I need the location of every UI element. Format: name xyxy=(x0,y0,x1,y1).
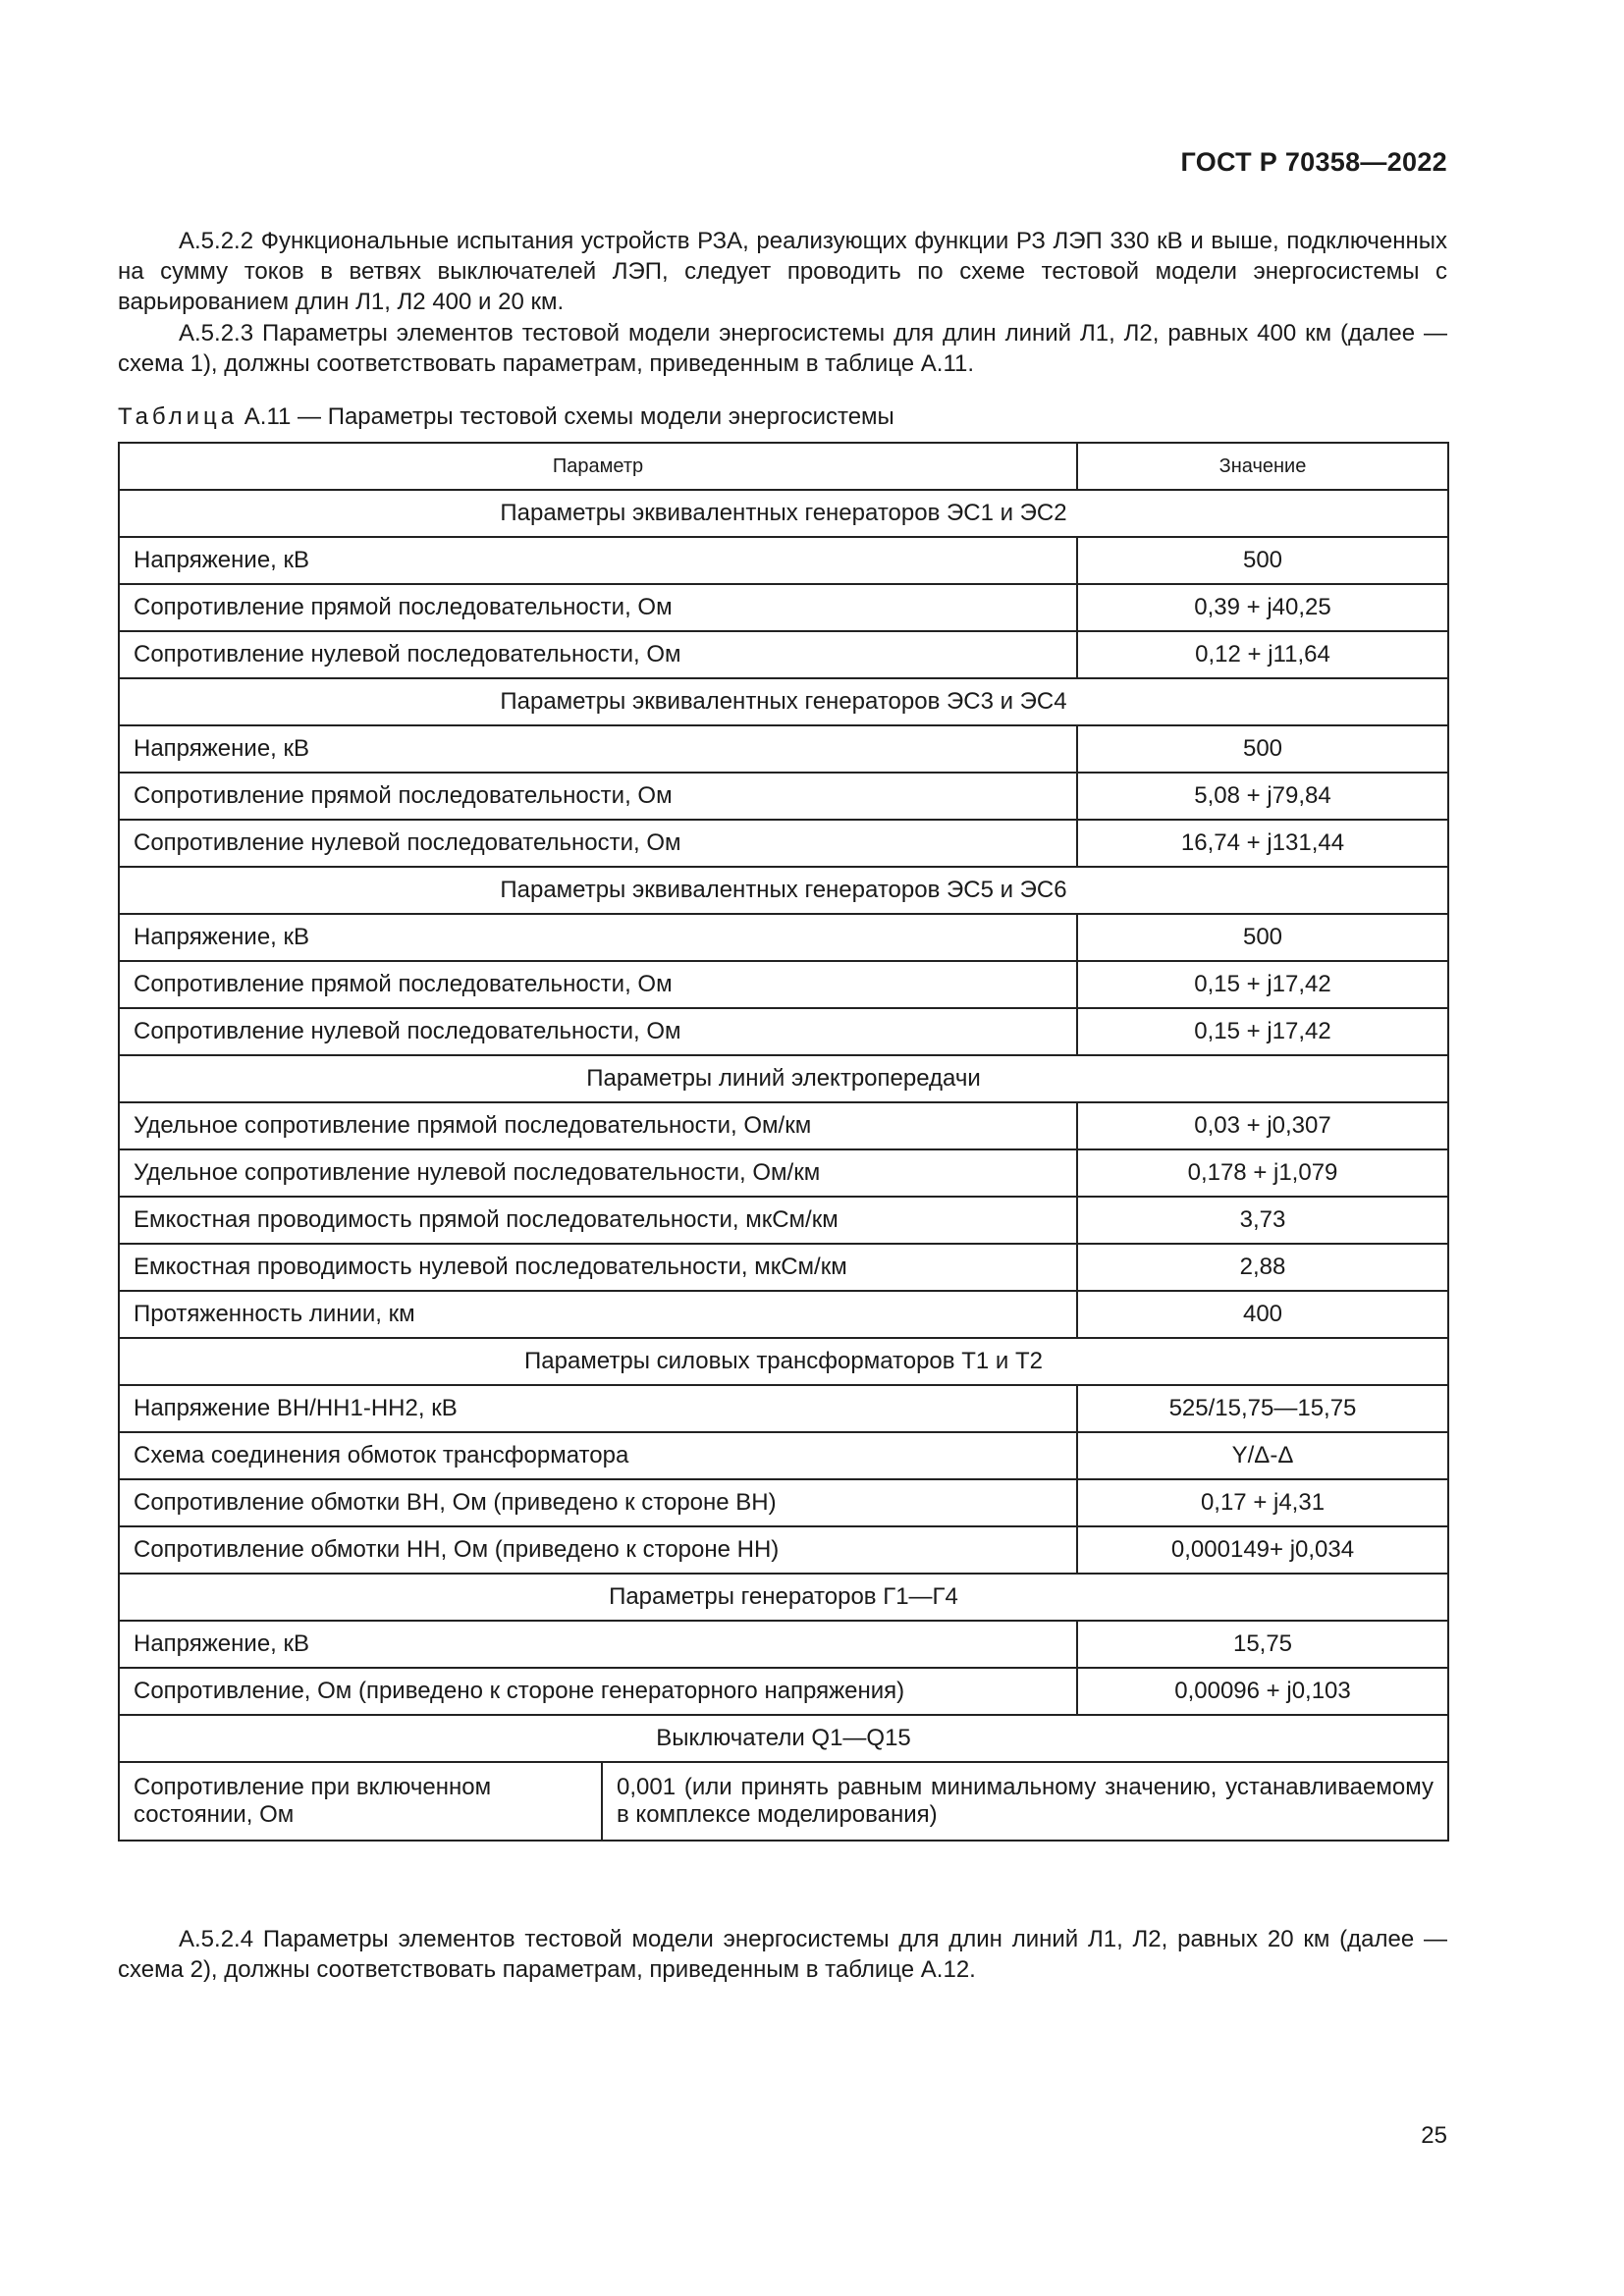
section-title: Параметры генераторов Г1—Г4 xyxy=(119,1574,1448,1621)
value-cell: 0,001 (или принять равным минимальному значению, устанавливаемому в комплексе моделирования) xyxy=(602,1762,1448,1841)
paragraph-a522: А.5.2.2 Функциональные испытания устройств РЗА, реализующих функции РЗ ЛЭП 330 кВ и выше, подключенных на сумму токов в ветвях выключателей ЛЭП, следует проводить по схеме тестовой модели энергосистемы с варьированием длин Л1, Л2 400 и 20 км. xyxy=(118,228,1447,315)
paragraph-a523: А.5.2.3 Параметры элементов тестовой модели энергосистемы для длин линий Л1, Л2, равных 400 км (далее — схема 1), должны соответствовать параметрам, приведенным в таблице А.11. xyxy=(118,320,1447,377)
value-cell: 0,03 + j0,307 xyxy=(1077,1102,1448,1149)
table-row xyxy=(119,1526,1448,1574)
param-cell: Напряжение, кВ xyxy=(119,914,1077,961)
paragraph-a524: А.5.2.4 Параметры элементов тестовой модели энергосистемы для длин линий Л1, Л2, равных 20 км (далее — схема 2), должны соответствовать параметрам, приведенным в таблице А.12. xyxy=(118,1926,1447,1983)
page-number: 25 xyxy=(1421,2122,1447,2149)
param-cell: Сопротивление нулевой последовательности, Ом xyxy=(119,1008,1077,1055)
param-cell: Сопротивление обмотки НН, Ом (приведено к стороне НН) xyxy=(119,1526,1077,1574)
document-code: ГОСТ Р 70358—2022 xyxy=(1180,147,1447,177)
value-cell: 0,15 + j17,42 xyxy=(1077,1008,1448,1055)
table-row xyxy=(119,725,1448,773)
param-cell: Напряжение, кВ xyxy=(119,537,1077,584)
table-caption-text: А.11 — Параметры тестовой схемы модели энергосистемы xyxy=(238,403,894,430)
table-row xyxy=(119,961,1448,1008)
section-row xyxy=(119,490,1448,537)
param-cell: Напряжение, кВ xyxy=(119,1621,1077,1668)
value-cell: 400 xyxy=(1077,1291,1448,1338)
value-cell: 0,00096 + j0,103 xyxy=(1077,1668,1448,1715)
value-cell: 500 xyxy=(1077,914,1448,961)
value-cell: 0,17 + j4,31 xyxy=(1077,1479,1448,1526)
param-cell: Удельное сопротивление прямой последовательности, Ом/км xyxy=(119,1102,1077,1149)
value-cell: 500 xyxy=(1077,725,1448,773)
value-cell: 500 xyxy=(1077,537,1448,584)
param-cell: Удельное сопротивление нулевой последовательности, Ом/км xyxy=(119,1149,1077,1197)
section-row xyxy=(119,1574,1448,1621)
table-row xyxy=(119,1668,1448,1715)
section-row xyxy=(119,1715,1448,1762)
value-cell: 15,75 xyxy=(1077,1621,1448,1668)
param-cell: Сопротивление при включенном состоянии, Ом xyxy=(119,1762,602,1841)
table-row xyxy=(119,1149,1448,1197)
section-row xyxy=(119,678,1448,725)
table-row xyxy=(119,773,1448,820)
table-row xyxy=(119,1102,1448,1149)
value-cell: 0,12 + j11,64 xyxy=(1077,631,1448,678)
table-row xyxy=(119,537,1448,584)
section-row xyxy=(119,1338,1448,1385)
value-cell: Y/Δ-Δ xyxy=(1077,1432,1448,1479)
param-cell: Сопротивление обмотки ВН, Ом (приведено к стороне ВН) xyxy=(119,1479,1077,1526)
table-row xyxy=(119,1385,1448,1432)
param-cell: Сопротивление прямой последовательности, Ом xyxy=(119,584,1077,631)
section-title: Параметры линий электропередачи xyxy=(119,1055,1448,1102)
table-row xyxy=(119,1291,1448,1338)
table-row xyxy=(119,1621,1448,1668)
value-cell: 2,88 xyxy=(1077,1244,1448,1291)
table-row xyxy=(119,1762,1448,1841)
value-cell: 0,15 + j17,42 xyxy=(1077,961,1448,1008)
column-header-value: Значение xyxy=(1077,443,1448,490)
param-cell: Емкостная проводимость прямой последовательности, мкСм/км xyxy=(119,1197,1077,1244)
parameters-table xyxy=(118,442,1449,1842)
table-row xyxy=(119,914,1448,961)
table-row xyxy=(119,631,1448,678)
table-caption xyxy=(118,402,894,432)
value-cell: 0,178 + j1,079 xyxy=(1077,1149,1448,1197)
section-row xyxy=(119,867,1448,914)
table-row xyxy=(119,1432,1448,1479)
table-row xyxy=(119,1244,1448,1291)
table-row xyxy=(119,1479,1448,1526)
section-title: Выключатели Q1—Q15 xyxy=(119,1715,1448,1762)
param-cell: Схема соединения обмоток трансформатора xyxy=(119,1432,1077,1479)
param-cell: Напряжение, кВ xyxy=(119,725,1077,773)
param-cell: Протяженность линии, км xyxy=(119,1291,1077,1338)
section-row xyxy=(119,1055,1448,1102)
value-cell: 0,000149+ j0,034 xyxy=(1077,1526,1448,1574)
param-cell: Емкостная проводимость нулевой последовательности, мкСм/км xyxy=(119,1244,1077,1291)
param-cell: Напряжение ВН/НН1-НН2, кВ xyxy=(119,1385,1077,1432)
section-title: Параметры силовых трансформаторов Т1 и Т2 xyxy=(119,1338,1448,1385)
table-row xyxy=(119,1197,1448,1244)
section-title: Параметры эквивалентных генераторов ЭС1 и ЭС2 xyxy=(119,490,1448,537)
section-title: Параметры эквивалентных генераторов ЭС3 и ЭС4 xyxy=(119,678,1448,725)
param-cell: Сопротивление прямой последовательности, Ом xyxy=(119,961,1077,1008)
table-row xyxy=(119,820,1448,867)
param-cell: Сопротивление нулевой последовательности, Ом xyxy=(119,820,1077,867)
value-cell: 3,73 xyxy=(1077,1197,1448,1244)
value-cell: 0,39 + j40,25 xyxy=(1077,584,1448,631)
param-cell: Сопротивление прямой последовательности, Ом xyxy=(119,773,1077,820)
section-title: Параметры эквивалентных генераторов ЭС5 и ЭС6 xyxy=(119,867,1448,914)
table-row xyxy=(119,1008,1448,1055)
value-cell: 525/15,75—15,75 xyxy=(1077,1385,1448,1432)
param-cell: Сопротивление нулевой последовательности, Ом xyxy=(119,631,1077,678)
value-cell: 16,74 + j131,44 xyxy=(1077,820,1448,867)
table-header-row xyxy=(119,443,1448,490)
table-row xyxy=(119,584,1448,631)
value-cell: 5,08 + j79,84 xyxy=(1077,773,1448,820)
param-cell: Сопротивление, Ом (приведено к стороне генераторного напряжения) xyxy=(119,1668,1077,1715)
table-caption-word: Таблица xyxy=(118,403,239,430)
column-header-param: Параметр xyxy=(119,443,1077,490)
